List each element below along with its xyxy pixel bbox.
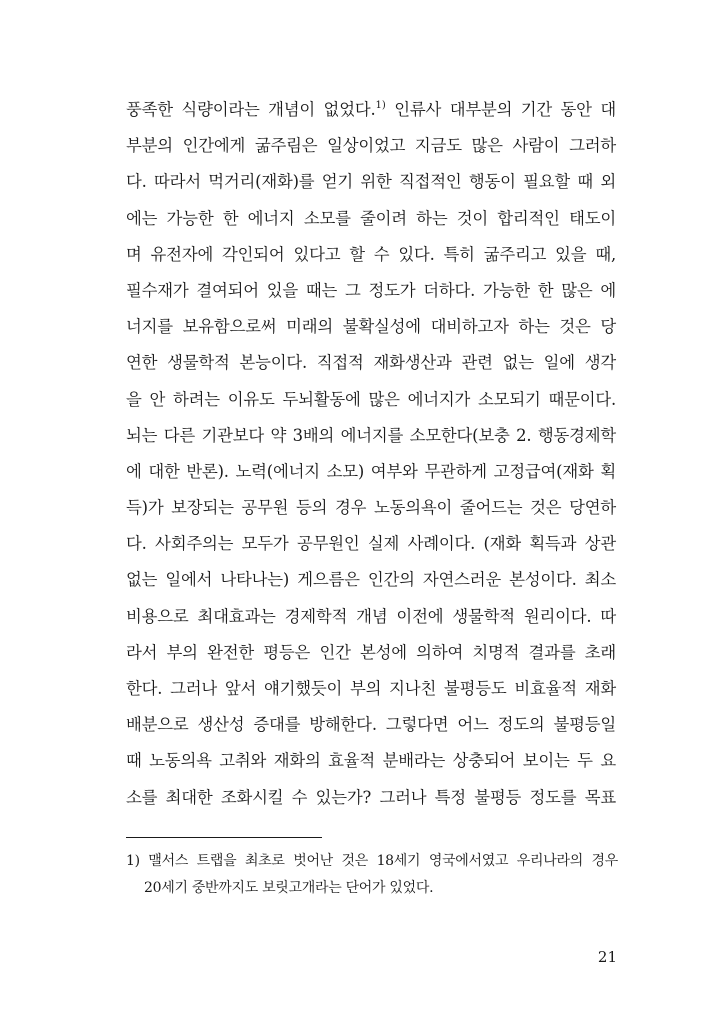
body-line-7: 너지를 보유함으로써 미래의 불확실성에 대비하고자 하는 것은 당 — [126, 317, 616, 337]
body-line-1 — [126, 92, 616, 128]
body-line-4: 에는 가능한 한 에너지 소모를 줄이려 하는 것이 합리적인 태도이 — [126, 208, 616, 228]
footnote — [126, 848, 618, 902]
body-line-8: 연한 생물학적 본능이다. 직접적 재화생산과 관련 없는 일에 생각 — [126, 353, 616, 373]
page-number: 21 — [597, 948, 617, 966]
body-line-5: 며 유전자에 각인되어 있다고 할 수 있다. 특히 굶주리고 있을 때, — [126, 244, 616, 264]
footnote-line-1: 1) 맬서스 트랩을 최초로 벗어난 것은 18세기 영국에서였고 우리나라의 경우 — [126, 853, 618, 869]
body-line-15: 비용으로 최대효과는 경제학적 개념 이전에 생물학적 원리이다. 따 — [126, 606, 616, 626]
body-line-12: 득)가 보장되는 공무원 등의 경우 노동의욕이 줄어드는 것은 당연하 — [126, 498, 616, 518]
body-text — [126, 92, 616, 816]
body-line-14: 없는 일에서 나타나는) 게으름은 인간의 자연스러운 본성이다. 최소 — [126, 570, 616, 590]
body-line-3: 다. 따라서 먹거리(재화)를 얻기 위한 직접적인 행동이 필요할 때 외 — [126, 172, 616, 192]
body-line-20: 소를 최대한 조화시킬 수 있는가? 그러나 특정 불평등 정도를 목표 — [126, 787, 616, 807]
body-line-9: 을 안 하려는 이유도 두뇌활동에 많은 에너지가 소모되기 때문이다. — [126, 389, 616, 409]
body-line-1-head: 풍족한 식량이라는 개념이 없었다. — [126, 100, 376, 119]
footnote-reference[interactable]: 1) — [375, 100, 386, 111]
body-line-11: 에 대한 반론). 노력(에너지 소모) 여부와 무관하게 고정급여(재화 획 — [126, 461, 616, 481]
footnote-divider — [126, 837, 322, 838]
body-line-10: 뇌는 다른 기관보다 약 3배의 에너지를 소모한다(보충 2. 행동경제학 — [126, 425, 616, 445]
body-line-13: 다. 사회주의는 모두가 공무원인 실제 사례이다. (재화 획득과 상관 — [126, 534, 616, 554]
body-line-18: 배분으로 생산성 증대를 방해한다. 그렇다면 어느 정도의 불평등일 — [126, 715, 616, 735]
body-line-16: 라서 부의 완전한 평등은 인간 본성에 의하여 치명적 결과를 초래 — [126, 642, 616, 662]
body-line-1-tail: 인류사 대부분의 기간 동안 대 — [385, 100, 616, 119]
body-line-2: 부분의 인간에게 굶주림은 일상이었고 지금도 많은 사람이 그러하 — [126, 136, 616, 156]
body-line-6: 필수재가 결여되어 있을 때는 그 정도가 더하다. 가능한 한 많은 에 — [126, 280, 616, 300]
body-line-19: 때 노동의욕 고취와 재화의 효율적 분배라는 상충되어 보이는 두 요 — [126, 751, 616, 771]
body-line-17: 한다. 그러나 앞서 얘기했듯이 부의 지나친 불평등도 비효율적 재화 — [126, 679, 616, 698]
footnote-line-2: 20세기 중반까지도 보릿고개라는 단어가 있었다. — [144, 880, 434, 896]
